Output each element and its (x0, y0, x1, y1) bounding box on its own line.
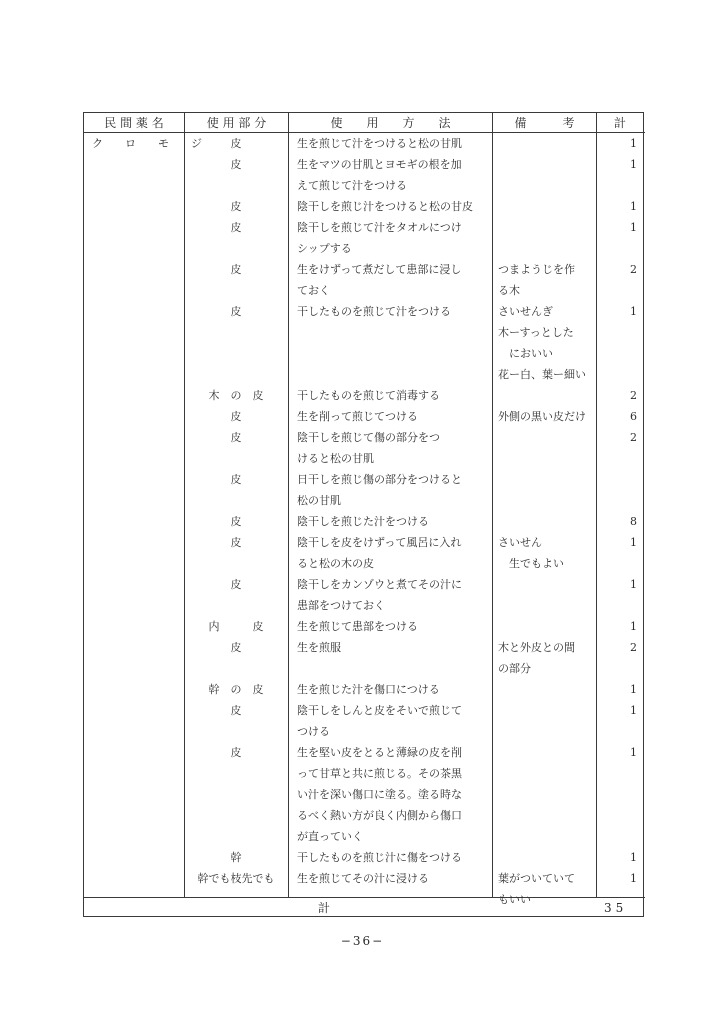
part-cell: 皮 (230, 704, 242, 717)
count-cell: 1 (630, 536, 637, 549)
part-cell: 皮 (230, 221, 242, 234)
note-line: においい (498, 347, 553, 360)
note-line: もいい (498, 893, 531, 906)
count-cell: 1 (630, 137, 637, 150)
note-line: 木と外皮との間 (498, 641, 575, 654)
method-line: るべく熱い方が良く内側から傷口 (297, 809, 462, 822)
method-line: けると松の甘肌 (297, 452, 374, 465)
count-cell: 1 (630, 200, 637, 213)
part-cell: 幹 の 皮 (208, 683, 264, 696)
method-line: シップする (297, 242, 352, 255)
count-cell: 1 (630, 221, 637, 234)
method-line: 干したものを煎じ汁に傷をつける (297, 851, 462, 864)
part-cell: 木 の 皮 (208, 389, 264, 402)
method-line: つける (297, 725, 330, 738)
count-cell: 1 (630, 746, 637, 759)
header-notes: 備 考 (514, 116, 575, 130)
total-divider (84, 897, 645, 898)
method-line: 陰干しを皮をけずって風呂に入れ (297, 536, 462, 549)
header-part: 使 用 部 分 (206, 116, 267, 130)
method-line: が直っていく (297, 830, 363, 843)
part-cell: 幹でも枝先でも (197, 872, 275, 885)
note-line: 外側の黒い皮だけ (498, 410, 586, 423)
count-cell: 1 (630, 851, 637, 864)
count-cell: 1 (630, 704, 637, 717)
total-value: 35 (604, 901, 628, 915)
method-line: 生を煎じてその汁に浸ける (297, 872, 429, 885)
note-line: る木 (498, 284, 520, 297)
count-cell: 8 (630, 515, 637, 528)
method-line: 生を削って煎じてつける (297, 410, 418, 423)
header-folk-name: 民 間 薬 名 (104, 116, 164, 130)
part-cell: 皮 (230, 410, 242, 423)
count-cell: 6 (630, 410, 637, 423)
method-line: い汁を深い傷口に塗る。塗る時な (297, 788, 462, 801)
column-divider (492, 113, 493, 898)
method-line: えて煎じて汁をつける (297, 179, 407, 192)
count-cell: 2 (630, 263, 637, 276)
part-cell: 皮 (230, 431, 242, 444)
method-line: 陰干しをしんと皮をそいで煎じて (297, 704, 462, 717)
method-line: ておく (297, 284, 330, 297)
count-cell: 2 (630, 641, 637, 654)
count-cell: 1 (630, 578, 637, 591)
count-cell: 2 (630, 431, 637, 444)
part-cell: 皮 (230, 473, 242, 486)
method-line: 陰干しを煎じて汁をタオルにつけ (297, 221, 462, 234)
part-cell: 皮 (230, 137, 242, 150)
part-cell: 皮 (230, 536, 242, 549)
part-cell: 皮 (230, 641, 242, 654)
method-line: 陰干しを煎じ汁をつけると松の甘皮 (297, 200, 473, 213)
total-label: 計 (318, 901, 331, 915)
column-divider (184, 113, 185, 898)
note-line: 木ーすっとした (498, 326, 574, 339)
method-line: 生を煎じて患部をつける (297, 620, 418, 633)
part-cell: 皮 (230, 578, 242, 591)
part-cell: 皮 (230, 305, 242, 318)
part-cell: 幹 (230, 851, 242, 864)
count-cell: 1 (630, 305, 637, 318)
method-line: 陰干しをカンゾウと煮てその汁に (297, 578, 462, 591)
method-line: 陰干しを煎じた汁をつける (297, 515, 429, 528)
header-count: 計 (613, 116, 626, 130)
count-cell: 1 (630, 872, 637, 885)
method-line: って甘草と共に煎じる。その茶黒 (297, 767, 462, 780)
count-cell: 2 (630, 389, 637, 402)
header-method: 使 用 方 法 (330, 116, 451, 130)
part-cell: 皮 (230, 158, 242, 171)
method-line: 生をけずって煮だして患部に浸し (297, 263, 462, 276)
method-line: ると松の木の皮 (297, 557, 374, 570)
count-cell: 1 (630, 620, 637, 633)
note-line: さいせん (498, 536, 542, 549)
note-line: の部分 (498, 662, 531, 675)
part-cell: 皮 (230, 263, 242, 276)
part-cell: 内 皮 (208, 620, 264, 633)
method-line: 生を堅い皮をとると薄緑の皮を削 (297, 746, 462, 759)
method-line: 患部をつけておく (297, 599, 385, 612)
note-line: 葉がついていて (498, 872, 575, 885)
method-line: 松の甘肌 (297, 494, 341, 507)
count-cell: 1 (630, 158, 637, 171)
column-divider (288, 113, 289, 898)
note-line: つまようじを作 (498, 263, 575, 276)
method-line: 生をマツの甘肌とヨモギの根を加 (297, 158, 462, 171)
method-line: 干したものを煎じて消毒する (297, 389, 440, 402)
method-line: 干したものを煎じて汁をつける (297, 305, 451, 318)
method-line: 陰干しを煎じて傷の部分をつ (297, 431, 440, 444)
note-line: 花ー白、葉ー細い (498, 368, 586, 381)
page-number: −36− (340, 934, 385, 948)
part-cell: 皮 (230, 515, 242, 528)
method-line: 生を煎じた汁を傷口につける (297, 683, 440, 696)
note-line: さいせんぎ (498, 305, 553, 318)
folk-name: ク ロ モ ジ (92, 137, 202, 150)
count-cell: 1 (630, 683, 637, 696)
method-line: 日干しを煎じ傷の部分をつけると (297, 473, 462, 486)
part-cell: 皮 (230, 746, 242, 759)
method-line: 生を煎じて汁をつけると松の甘肌 (297, 137, 462, 150)
part-cell: 皮 (230, 200, 242, 213)
note-line: 生でもよい (498, 557, 564, 570)
herbal-table (83, 112, 644, 917)
method-line: 生を煎服 (297, 641, 341, 654)
